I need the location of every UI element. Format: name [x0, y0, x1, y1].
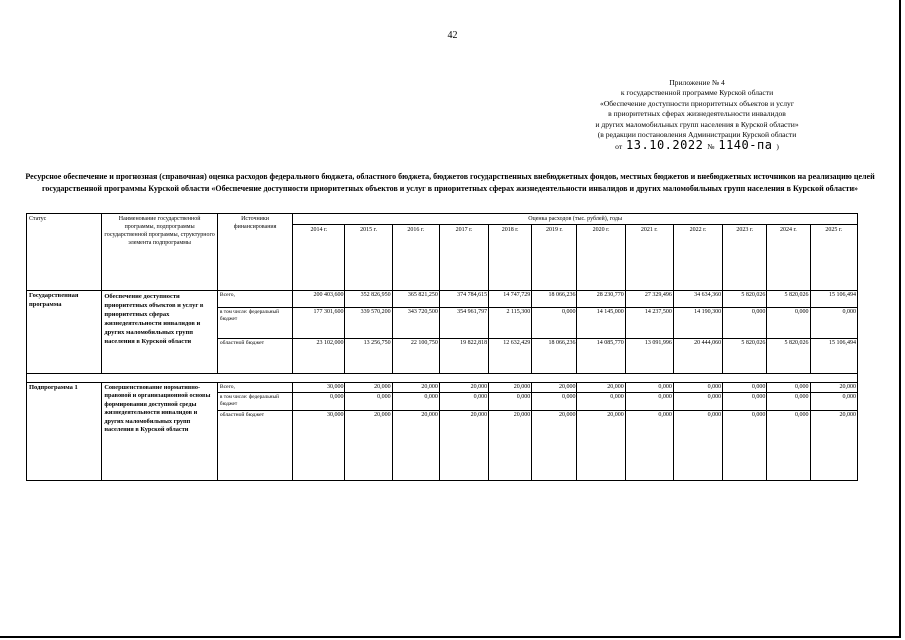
- value-cell: 0,000: [345, 393, 392, 411]
- value-cell: 0,000: [532, 308, 577, 339]
- page-number: 42: [447, 30, 458, 41]
- value-cell: 354 961,797: [439, 308, 488, 339]
- value-cell: 20,000: [392, 411, 439, 481]
- value-cell: 0,000: [767, 411, 810, 481]
- value-cell: 0,000: [723, 308, 767, 339]
- handwritten-number: 1140-па: [718, 138, 773, 153]
- value-cell: 22 100,750: [392, 339, 439, 374]
- value-cell: 14 237,500: [625, 308, 673, 339]
- value-cell: 0,000: [810, 393, 857, 411]
- from-label: от: [615, 142, 623, 152]
- value-cell: 19 822,818: [439, 339, 488, 374]
- value-cell: 0,000: [625, 411, 673, 481]
- value-cell: 20,000: [577, 383, 625, 393]
- value-cell: 0,000: [625, 393, 673, 411]
- value-cell: 0,000: [723, 383, 767, 393]
- value-cell: 5 820,026: [723, 339, 767, 374]
- value-cell: 15 106,494: [810, 291, 857, 308]
- source-cell: в том числе: федеральный бюджет: [217, 308, 292, 339]
- value-cell: 15 106,494: [810, 339, 857, 374]
- value-cell: 13 256,750: [345, 339, 392, 374]
- value-cell: 30,000: [293, 383, 345, 393]
- header-name: Наименование государственной программы, подпрограммы государственной программы, структурного элемента подпрограммы: [102, 214, 218, 291]
- value-cell: 5 820,026: [767, 291, 810, 308]
- value-cell: 0,000: [673, 393, 722, 411]
- year-header: 2020 г.: [577, 225, 625, 291]
- value-cell: 20,000: [532, 411, 577, 481]
- value-cell: 374 784,615: [439, 291, 488, 308]
- year-header: 2018 г.: [489, 225, 532, 291]
- year-header: 2019 г.: [532, 225, 577, 291]
- value-cell: 30,000: [293, 411, 345, 481]
- value-cell: 0,000: [810, 308, 857, 339]
- value-cell: 0,000: [392, 393, 439, 411]
- appendix-line: в приоритетных сферах жизнедеятельности инвалидов: [608, 109, 786, 119]
- source-cell: областной бюджет: [217, 411, 292, 481]
- year-header: 2014 г.: [293, 225, 345, 291]
- handwritten-date: 13.10.2022: [626, 138, 704, 153]
- value-cell: 20,000: [489, 411, 532, 481]
- value-cell: 14 747,729: [489, 291, 532, 308]
- appendix-line: «Обеспечение доступности приоритетных объектов и услуг: [600, 98, 794, 108]
- name-cell: Совершенствование нормативно-правовой и организационной основы формирования доступной среды жизнедеятельности инвалидов и других маломобильных групп населения в Курской области: [102, 383, 218, 481]
- year-header: 2025 г.: [810, 225, 857, 291]
- value-cell: 5 820,026: [767, 339, 810, 374]
- year-header: 2015 г.: [345, 225, 392, 291]
- value-cell: 0,000: [673, 411, 722, 481]
- table-row: [27, 383, 858, 393]
- value-cell: 20,000: [532, 383, 577, 393]
- value-cell: 14 085,770: [577, 339, 625, 374]
- header-sources: Источники финансирования: [217, 214, 292, 291]
- appendix-line: Приложение № 4: [669, 78, 725, 87]
- value-cell: 200 403,600: [293, 291, 345, 308]
- status-cell: Государственная программа: [27, 291, 102, 374]
- appendix-line: к государственной программе Курской области: [620, 88, 774, 98]
- name-cell: Обеспечение доступности приоритетных объектов и услуг в приоритетных сферах жизнедеятельности инвалидов и других маломобильных групп населения в Курской области: [102, 291, 218, 374]
- value-cell: 13 091,996: [625, 339, 673, 374]
- spacer-row: [27, 374, 858, 383]
- value-cell: 23 102,000: [293, 339, 345, 374]
- value-cell: 28 230,770: [577, 291, 625, 308]
- value-cell: 365 821,250: [392, 291, 439, 308]
- close-paren: ): [776, 142, 779, 152]
- value-cell: 0,000: [767, 383, 810, 393]
- header-status: Статус: [27, 214, 102, 291]
- source-cell: в том числе: федеральный бюджет: [217, 393, 292, 411]
- value-cell: 0,000: [625, 383, 673, 393]
- table-row: [27, 291, 858, 308]
- value-cell: 0,000: [767, 393, 810, 411]
- appendix-date-line: [552, 140, 842, 152]
- value-cell: 20,000: [345, 411, 392, 481]
- document-title: Ресурсное обеспечение и прогнозная (справочная) оценка расходов федерального бюджета, областного бюджета, бюджетов государственных внебюджетных фондов, местных бюджетов и внебюджетных источников на реализацию целей государственной программы Курской области «Обеспечение доступности приоритетных объектов и услуг в приоритетных сферах жизнедеятельности инвалидов и других маломобильных групп населения в Курской области»: [25, 172, 875, 193]
- year-header: 2024 г.: [767, 225, 810, 291]
- value-cell: 20,000: [810, 411, 857, 481]
- value-cell: 20,000: [577, 411, 625, 481]
- value-cell: 20,000: [345, 383, 392, 393]
- year-header: 2021 г.: [625, 225, 673, 291]
- value-cell: 0,000: [293, 393, 345, 411]
- status-cell: Подпрограмма 1: [27, 383, 102, 481]
- number-label: №: [707, 142, 715, 152]
- resource-table: [26, 213, 858, 481]
- year-header: 2017 г.: [439, 225, 488, 291]
- value-cell: 0,000: [577, 393, 625, 411]
- value-cell: 20,000: [439, 411, 488, 481]
- value-cell: 5 820,026: [723, 291, 767, 308]
- value-cell: 34 634,360: [673, 291, 722, 308]
- value-cell: 343 720,500: [392, 308, 439, 339]
- header-estimate: Оценка расходов (тыс. рублей), годы: [293, 214, 858, 225]
- value-cell: 27 329,496: [625, 291, 673, 308]
- value-cell: 0,000: [767, 308, 810, 339]
- value-cell: 18 066,236: [532, 291, 577, 308]
- value-cell: 20,000: [439, 383, 488, 393]
- value-cell: 20,000: [392, 383, 439, 393]
- appendix-block: [552, 78, 842, 153]
- year-header: 2022 г.: [673, 225, 722, 291]
- value-cell: 2 115,300: [489, 308, 532, 339]
- source-cell: Всего,: [217, 291, 292, 308]
- source-cell: Всего,: [217, 383, 292, 393]
- value-cell: 0,000: [723, 393, 767, 411]
- value-cell: 20,000: [810, 383, 857, 393]
- value-cell: 339 570,200: [345, 308, 392, 339]
- value-cell: 12 632,429: [489, 339, 532, 374]
- year-header: 2023 г.: [723, 225, 767, 291]
- spacer-cell: [27, 374, 858, 383]
- value-cell: 0,000: [489, 393, 532, 411]
- value-cell: 20,000: [489, 383, 532, 393]
- value-cell: 14 145,000: [577, 308, 625, 339]
- value-cell: 0,000: [723, 411, 767, 481]
- appendix-line: (в редакции постановления Администрации Курской области: [597, 130, 797, 140]
- source-cell: областной бюджет: [217, 339, 292, 374]
- value-cell: 177 301,600: [293, 308, 345, 339]
- value-cell: 0,000: [532, 393, 577, 411]
- value-cell: 0,000: [673, 383, 722, 393]
- year-header: 2016 г.: [392, 225, 439, 291]
- value-cell: 14 190,300: [673, 308, 722, 339]
- value-cell: 0,000: [439, 393, 488, 411]
- value-cell: 20 444,060: [673, 339, 722, 374]
- appendix-line: и других маломобильных групп населения в Курской области»: [595, 119, 799, 129]
- value-cell: 18 066,236: [532, 339, 577, 374]
- value-cell: 352 826,950: [345, 291, 392, 308]
